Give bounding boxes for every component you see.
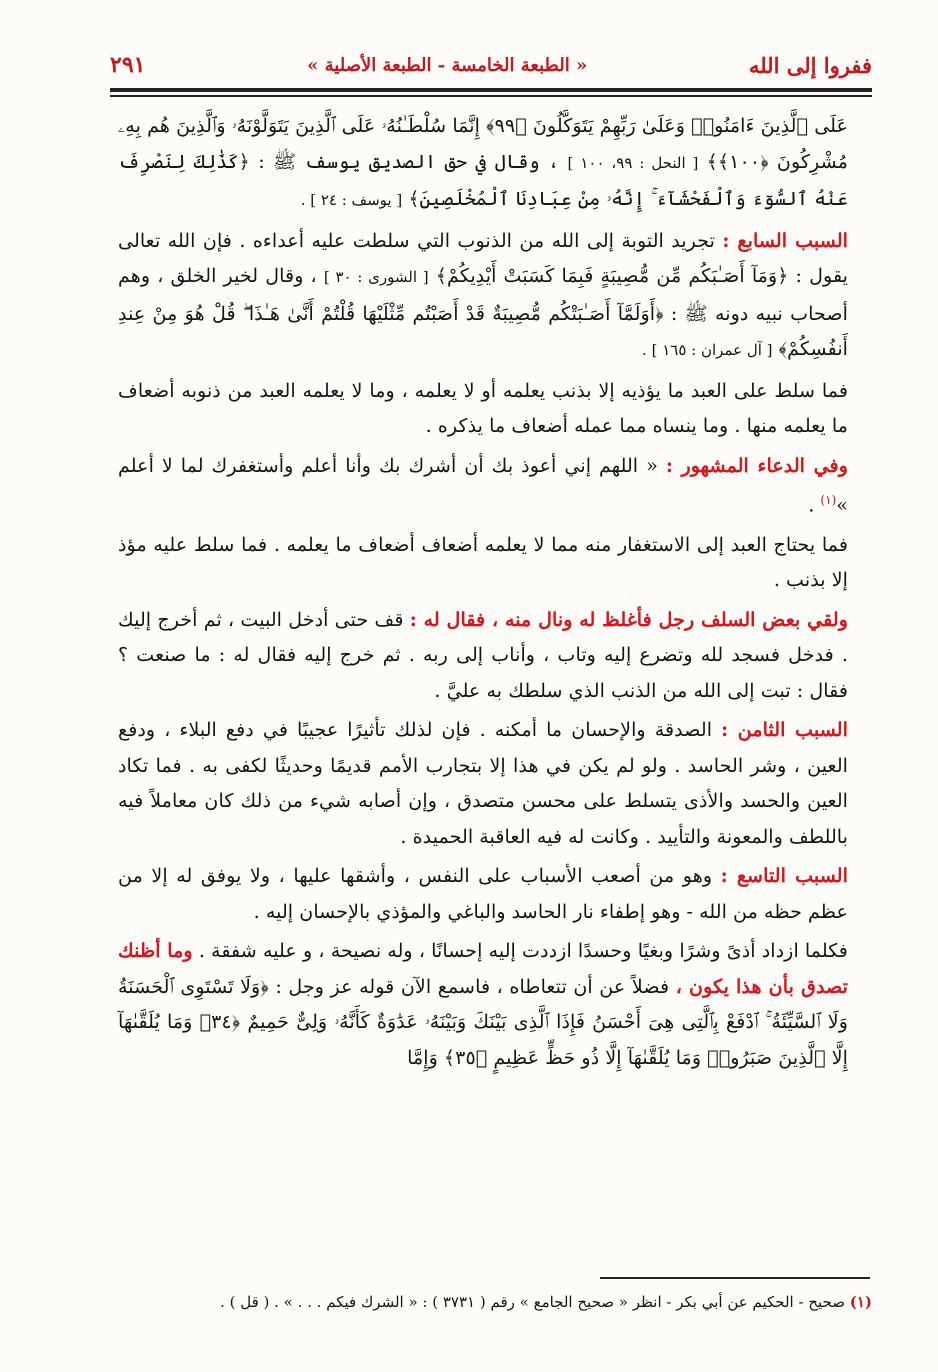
- paragraph-text-block: فما يحتاج العبد إلى الاستغفار منه مما لا يعلمه أضعاف أضعاف ما يعلمه . فما سلط عليه مؤذ إلا بذنب .: [118, 532, 848, 592]
- verse-reference: [ آل عمران : ١٦٥ ] .: [642, 341, 773, 359]
- page-body: [118, 108, 848, 1079]
- paragraph-kindness: [118, 933, 848, 1075]
- paragraph-end: .: [808, 493, 821, 517]
- footnote-text: صحيح - الحكيم عن أبي بكر - انظر « صحيح الجامع » رقم ( ٣٧٣١ ) : « الشرك فيكم . . . » . ( قل ) .: [220, 1293, 845, 1311]
- quran-verse: ﴿أَوَلَمَّآ أَصَـٰبَتْكُم مُّصِيبَةٌ قَدْ أَصَبْتُم مِّثْلَيْهَا قُلْتُمْ أَنَّىٰ هَـٰذَا ۖ قُلْ هُوَ مِنْ عِندِ أَنفُسِكُمْ﴾: [118, 301, 848, 360]
- footnote: [110, 1290, 872, 1314]
- paragraph-seventh-reason: [118, 223, 848, 369]
- paragraph-text: فضلاً عن أن تتعاطاه ، فاسمع الآن قوله عز وجل :: [275, 974, 670, 998]
- quran-verse: عَلَى ٱلَّذِينَ ءَامَنُوا۟ وَعَلَىٰ رَبِّهِمْ يَتَوَكَّلُونَ ﴿٩٩﴾ إِنَّمَا سُلْطَـٰنُهُۥ عَلَى ٱلَّذِينَ يَتَوَلَّوْنَهُۥ وَٱلَّذِينَ هُم بِهِۦ مُشْرِكُونَ ﴿١٠٠﴾﴾: [118, 114, 848, 173]
- section-label: وما أظنك تصدق بأن هذا يكون ،: [118, 939, 849, 998]
- section-label: ولقي بعض السلف رجل فأغلظ له ونال منه ، فقال له :: [409, 607, 848, 631]
- verse-reference: [ الشورى : ٣٠ ]: [323, 268, 429, 286]
- quran-verse: ﴿وَلَا تَسْتَوِى ٱلْحَسَنَةُ وَلَا ٱلسَّيِّئَةُ ۚ ٱدْفَعْ بِٱلَّتِى هِىَ أَحْسَنُ فَإِذَا ٱلَّذِى بَيْنَكَ وَبَيْنَهُۥ عَدَٰوَةٌ كَأَنَّهُۥ وَلِىٌّ حَمِيمٌ ﴿٣٤﴾ وَمَا يُلَقَّىٰهَآ إِلَّا ٱلَّذِينَ صَبَرُوا۟ وَمَا يُلَقَّىٰهَآ إِلَّا ذُو حَظٍّ عَظِيمٍ ﴿٣٥﴾ وَإِمَّا: [118, 974, 849, 1069]
- quran-verse: ﴿وَمَآ أَصَـٰبَكُم مِّن مُّصِيبَةٍ فَبِمَا كَسَبَتْ أَيْدِيكُمْ﴾: [435, 264, 789, 287]
- paragraph-text: ، وقال في حق الصديق يوسف ﷺ :: [258, 149, 560, 173]
- footnote-marker[interactable]: (١): [820, 493, 837, 507]
- paragraph-text: وهو من أصعب الأسباب على النفس ، وأشقها عليها ، ولا يوفق له إلا من عظم حظه من الله - وهو إطفاء نار الحاسد والباغي والمؤذي بالإحسان إليه .: [118, 864, 848, 923]
- section-label: السبب السابع :: [722, 228, 848, 252]
- paragraph-quran-continuation: [118, 108, 848, 219]
- page-number: ٢٩١: [110, 52, 146, 78]
- quran-verse: ﴿كَذَٰلِكَ لِنَصْرِفَ عَنْهُ ٱلسُّوٓءَ وَٱلْفَحْشَآءَ ۚ إِنَّهُۥ مِنْ عِبَادِنَا ٱلْمُخْلَصِينَ﴾: [118, 149, 848, 210]
- verse-reference: [ النحل : ٩٩، ١٠٠ ]: [567, 153, 699, 172]
- paragraph-text: الصدقة والإحسان ما أمكنه . فإن لذلك تأثيرًا عجيبًا في دفع البلاء ، ودفع العين ، وشر الحاسد . ولو لم يكن في هذا إلا بتجارب الأمم قديمًا وحديثًا لكفى به . فما تكاد العين والحسد والأذى يتسلط على محسن متصدق ، وإن أصابه شيء من ذلك كان معاملاً فيه باللطف والمعونة والتأييد . وكانت له فيه العاقبة الحميدة .: [118, 718, 848, 848]
- book-title: ففروا إلى الله: [748, 52, 872, 78]
- verse-reference: [ يوسف : ٢٤ ] .: [300, 191, 403, 209]
- page-header: [110, 44, 872, 86]
- footnote-rule: [600, 1277, 870, 1279]
- section-label: السبب التاسع :: [720, 864, 848, 888]
- section-label: وفي الدعاء المشهور :: [665, 453, 849, 477]
- paragraph-ninth-reason: [118, 858, 848, 929]
- edition-label: « الطبعة الخامسة - الطبعة الأصلية »: [307, 54, 588, 76]
- paragraph-text: تجريد التوبة إلى الله من الذنوب التي سلطت عليه أعداءه . فإن الله تعالى يقول :: [118, 228, 849, 287]
- section-label: السبب الثامن :: [721, 718, 848, 742]
- dua-text: « اللهم إني أعوذ بك أن أشرك بك وأنا أعلم وأستغفرك لما لا أعلم »: [118, 453, 848, 517]
- footnote-number: (١): [849, 1293, 872, 1311]
- header-rule-thick: [110, 88, 872, 92]
- paragraph-text-block: فما سلط على العبد ما يؤذيه إلا بذنب يعلمه أو لا يعلمه ، وما لا يعلمه العبد من ذنوبه أضعاف ما يعلمه منها . وما ينساه مما عمله أضعاف ما يذكره .: [118, 378, 848, 437]
- header-rule-thin: [110, 95, 872, 97]
- paragraph-text: فكلما ازداد أذىً وشرًا وبغيًا وحسدًا ازددت إليه إحسانًا ، وله نصيحة ، و عليه شفقة .: [198, 939, 848, 963]
- paragraph-salaf-story: [118, 602, 848, 709]
- paragraph-famous-dua: [118, 448, 848, 523]
- paragraph-text: ، وقال لخير الخلق ، وهم أصحاب نبيه دونه ﷺ :: [118, 264, 849, 325]
- paragraph-text: قف حتى أدخل البيت ، ثم أخرج إليك . فدخل فسجد لله وتضرع إليه وتاب ، وأناب إلى ربه . ثم خرج إليه فقال له : ما صنعت ؟ فقال : تبت إلى الله من الذنب الذي سلطك به عليَّ .: [118, 607, 848, 702]
- paragraph-eighth-reason: [118, 712, 848, 854]
